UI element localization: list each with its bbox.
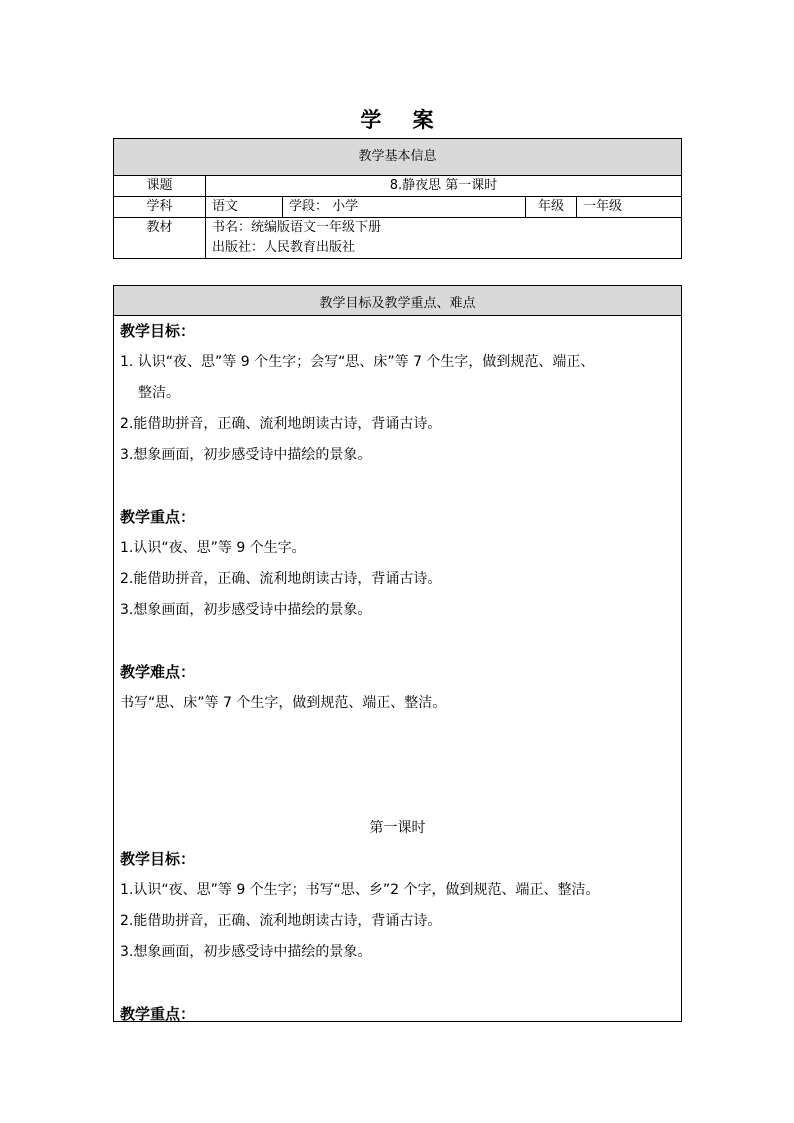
lesson-goal-item: 1.认识“夜、思”等 9 个生字；书写“思、乡”2 个字，做到规范、端正、整洁。	[120, 882, 600, 898]
subject-label: 学科	[114, 197, 206, 218]
lesson-goal-item: 3.想象画面，初步感受诗中描绘的景象。	[120, 944, 372, 960]
goal-item: 3.想象画面，初步感受诗中描绘的景象。	[120, 447, 372, 463]
lesson-title: 第一课时	[369, 820, 426, 836]
basic-info-table	[113, 138, 682, 259]
grade-value: 一年级	[577, 197, 682, 218]
goals-heading: 教学目标：	[120, 322, 196, 340]
basic-info-header: 教学基本信息	[114, 139, 682, 176]
key-point-item: 2.能借助拼音，正确、流利地朗读古诗，背诵古诗。	[120, 571, 442, 587]
lesson-goal-item: 2.能借助拼音，正确、流利地朗读古诗，背诵古诗。	[120, 913, 442, 929]
stage-label: 学段： 小学	[283, 197, 526, 218]
key-point-item: 3.想象画面，初步感受诗中描绘的景象。	[120, 602, 372, 618]
objectives-panel-header: 教学目标及教学重点、难点	[114, 286, 681, 316]
lesson-goals-heading: 教学目标：	[120, 850, 196, 868]
goal-item-continuation: 整洁。	[138, 385, 180, 401]
goal-item: 1. 认识“夜、思”等 9 个生字；会写“思、床”等 7 个生字，做到规范、端正、	[120, 354, 595, 370]
key-point-item: 1.认识“夜、思”等 9 个生字。	[120, 540, 306, 556]
objectives-panel	[113, 285, 682, 1022]
topic-label: 课题	[114, 176, 206, 197]
difficulty-heading: 教学难点：	[120, 663, 196, 681]
topic-value: 8.静夜思 第一课时	[206, 176, 682, 197]
textbook-name: 书名：统编版语文一年级下册	[212, 220, 382, 235]
key-points-heading: 教学重点：	[120, 508, 196, 526]
textbook-details	[206, 218, 682, 259]
goal-item: 2.能借助拼音，正确、流利地朗读古诗，背诵古诗。	[120, 416, 442, 432]
difficulty-item: 书写“思、床”等 7 个生字，做到规范、端正、整洁。	[120, 695, 447, 711]
page-title: 学 案	[360, 108, 446, 132]
textbook-label: 教材	[114, 218, 206, 259]
objectives-content	[114, 316, 681, 1022]
subject-value: 语文	[206, 197, 283, 218]
lesson-key-heading: 教学重点：	[120, 1005, 196, 1022]
grade-label: 年级	[526, 197, 577, 218]
textbook-publisher: 出版社：人民教育出版社	[212, 240, 356, 255]
